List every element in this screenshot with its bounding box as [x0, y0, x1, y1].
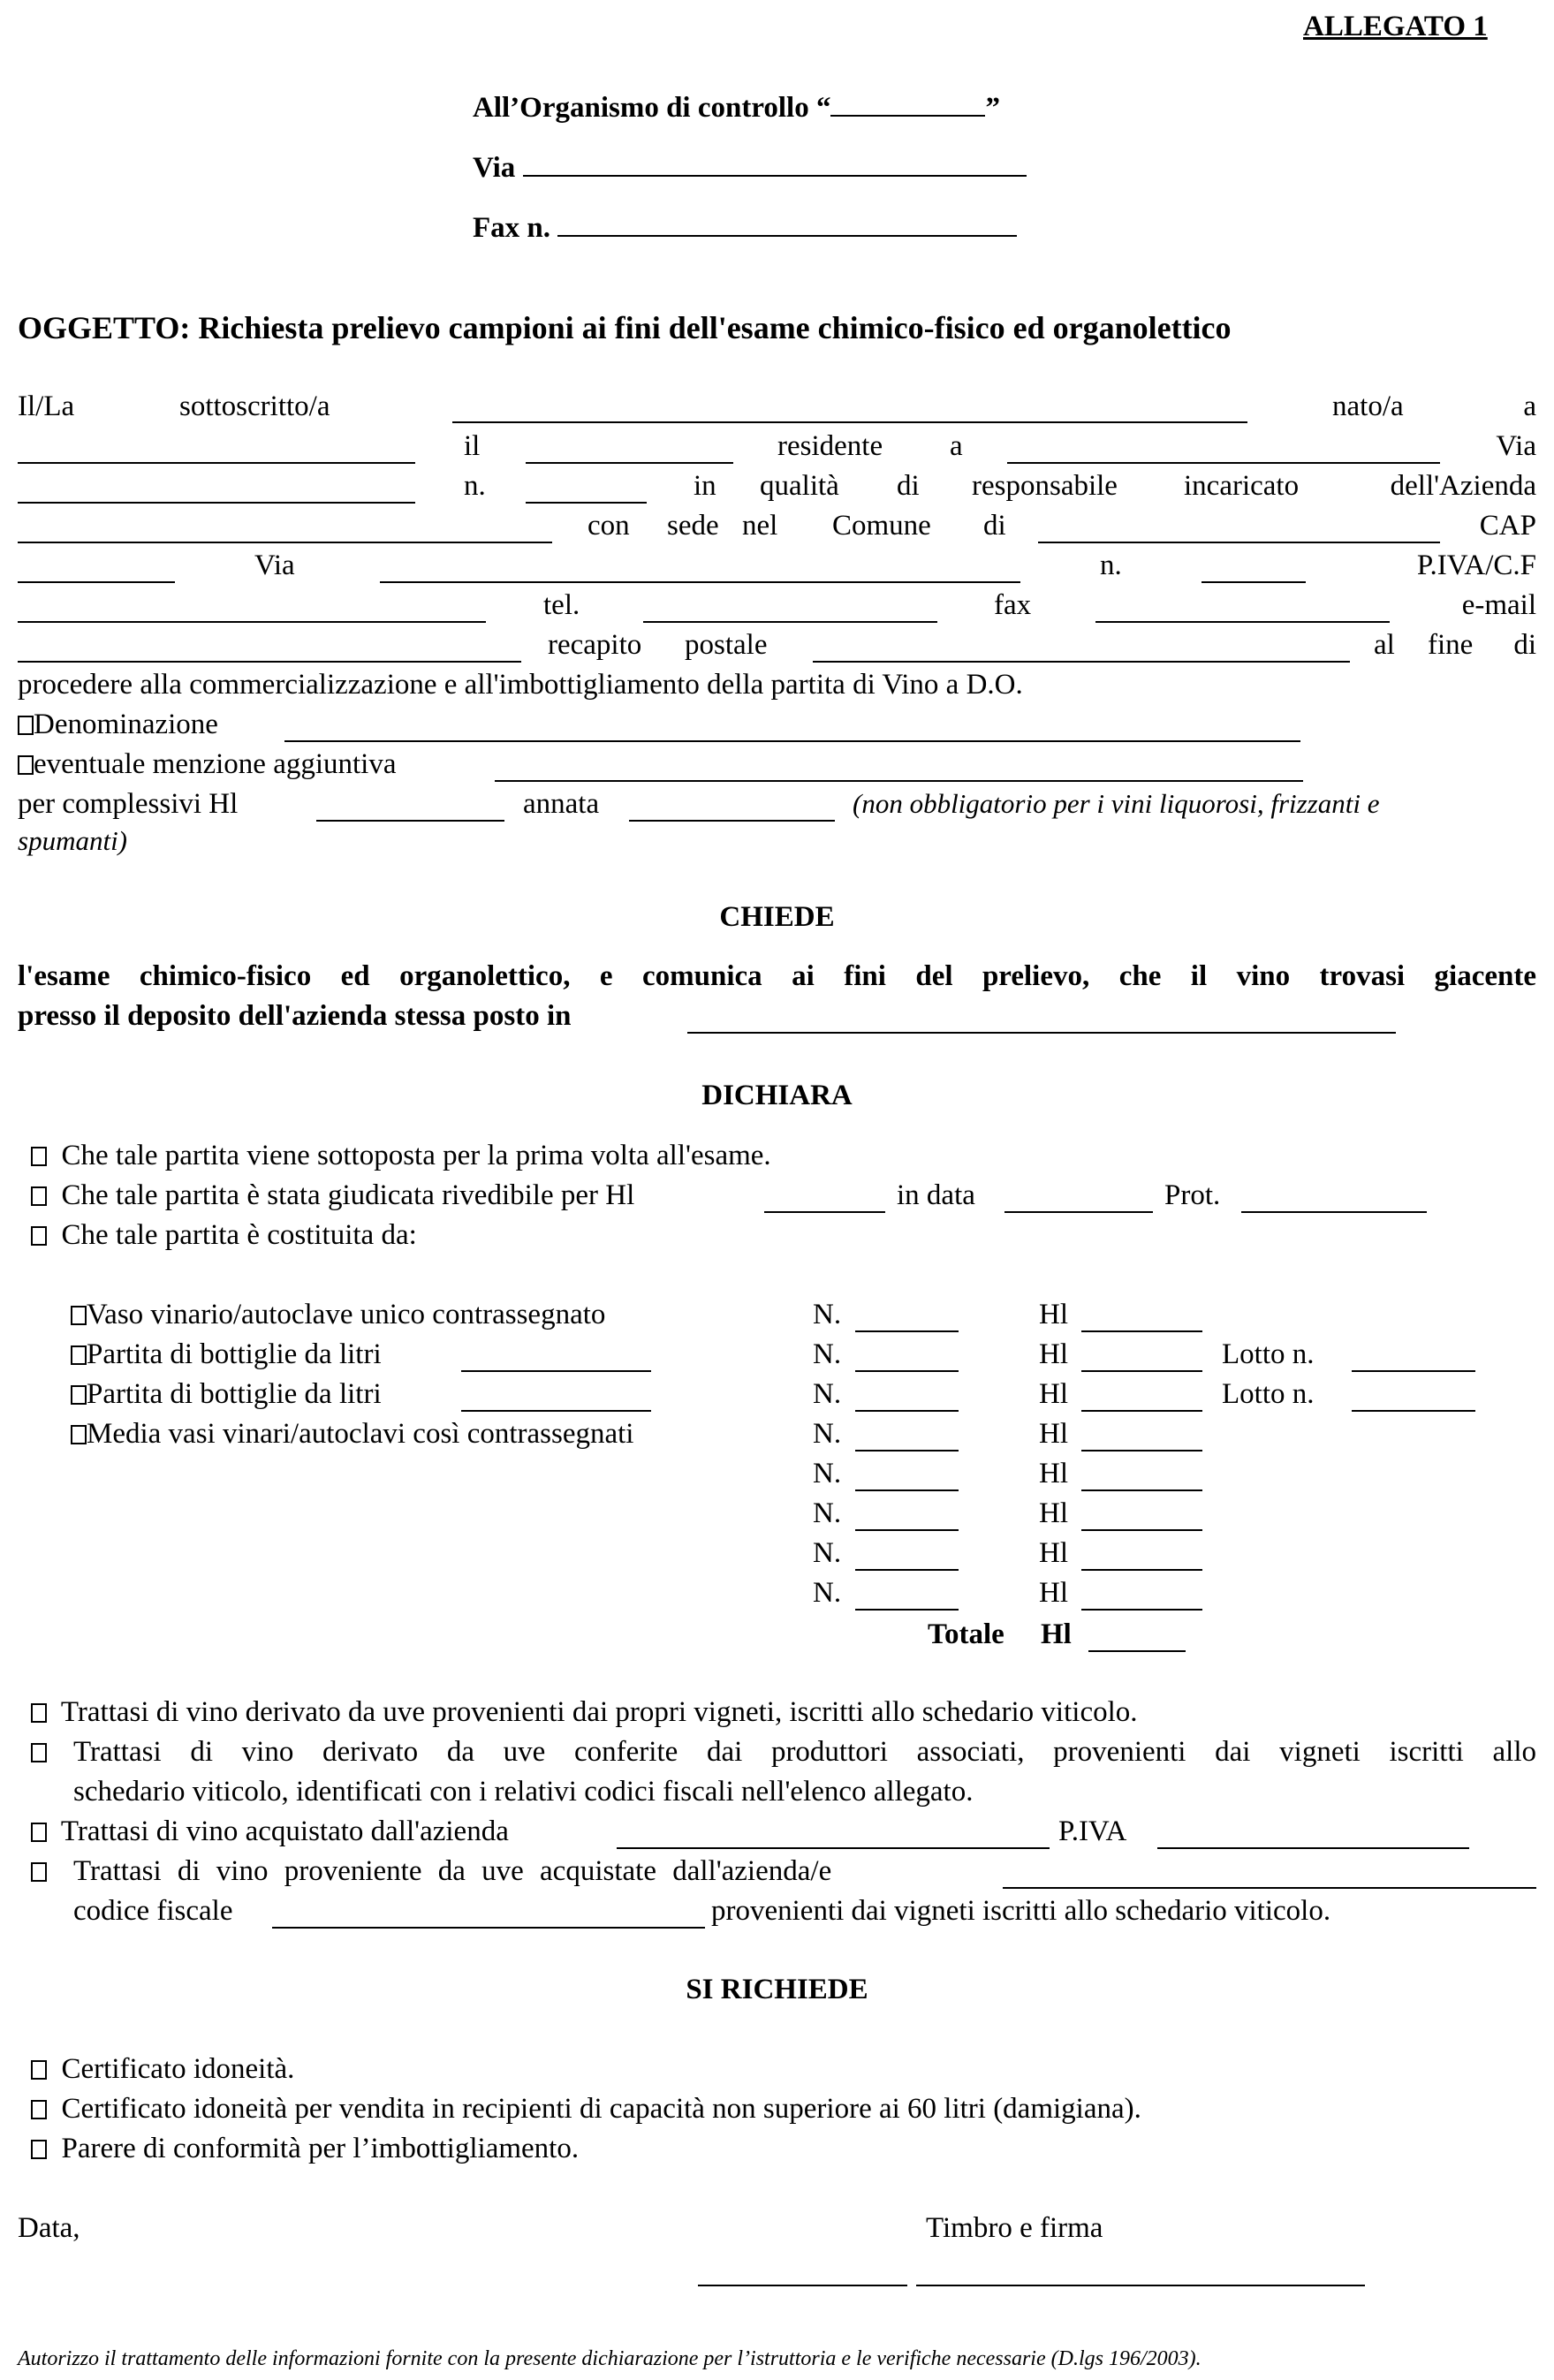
addressee-line [473, 88, 1000, 125]
richiede-item-1 [31, 2051, 294, 2087]
via-field[interactable] [523, 148, 1027, 177]
recapito-field[interactable] [813, 661, 1350, 663]
n-field[interactable] [855, 1370, 959, 1372]
deposito-field[interactable] [687, 1032, 1396, 1034]
richiede-label: Certificato idoneità per vendita in recipienti di capacità non superiore ai 60 litri (damigiana). [61, 2093, 1141, 2125]
richiede-checkbox-3[interactable] [31, 2140, 47, 2159]
civico-sede-field[interactable] [1202, 581, 1306, 583]
data-label: Data, [18, 2212, 80, 2244]
hl-label: Hl [1039, 1338, 1068, 1370]
nato-a-field[interactable] [18, 462, 415, 464]
text: n. [1100, 550, 1122, 581]
text: CAP [1479, 510, 1536, 542]
denominazione-line [18, 707, 218, 742]
hl-label: Hl [1039, 1299, 1068, 1330]
menzione-checkbox[interactable] [18, 755, 34, 775]
n-label: N. [813, 1299, 842, 1330]
azienda-acquisto-field[interactable] [617, 1847, 1050, 1849]
text: tel. [543, 589, 580, 621]
dichiara-item-label: Che tale partita è stata giudicata rivedibile per Hl [61, 1179, 635, 1211]
hl-field[interactable] [1081, 1569, 1202, 1571]
intro-line-8: procedere alla commercializzazione e all'imbottigliamento della partita di Vino a D.O. [18, 669, 1023, 701]
firma-field[interactable] [916, 2285, 1365, 2286]
trattasi-item-4-tail: provenienti dai vigneti iscritti allo schedario viticolo. [711, 1895, 1331, 1927]
denominazione-field[interactable] [284, 740, 1300, 742]
piva-field[interactable] [18, 621, 486, 623]
email-field[interactable] [18, 661, 521, 663]
hl-field[interactable] [1081, 1450, 1202, 1451]
il-field[interactable] [526, 462, 733, 464]
chiede-line-2: presso il deposito dell'azienda stessa posto in [18, 1000, 572, 1032]
litri-field[interactable] [461, 1410, 651, 1412]
in-data-label: in data [897, 1179, 975, 1211]
trattasi-checkbox-3[interactable] [31, 1823, 47, 1842]
text: dell'Azienda [1390, 470, 1536, 502]
costituita-row-label [71, 1416, 633, 1451]
n-field[interactable] [855, 1450, 959, 1451]
text: Il/La [18, 390, 75, 422]
trattasi-checkbox-1[interactable] [31, 1703, 47, 1723]
annata-label: annata [523, 788, 600, 820]
totale-label: Totale [928, 1618, 1004, 1650]
aziende-uve-field[interactable] [1003, 1887, 1536, 1889]
trattasi-checkbox-4[interactable] [31, 1862, 47, 1882]
n-field[interactable] [855, 1410, 959, 1412]
piva-acquisto-field[interactable] [1157, 1847, 1469, 1849]
trattasi-item-2-line-1: Trattasi di vino derivato da uve conferite dai produttori associati, provenienti dai vigneti iscritti allo [73, 1736, 1536, 1768]
organismo-field[interactable] [830, 88, 985, 117]
text: nel [742, 510, 778, 542]
fax-field[interactable] [557, 208, 1017, 237]
trattasi-item-4 [31, 1853, 47, 1889]
n-field[interactable] [855, 1529, 959, 1531]
menzione-label: eventuale menzione aggiuntiva [34, 748, 397, 780]
addressee-prefix: All’Organismo di controllo “ [473, 92, 831, 124]
intro-line-2 [18, 428, 1536, 464]
hl-label: Hl [1039, 1497, 1068, 1529]
menzione-line [18, 747, 397, 782]
chiede-title: CHIEDE [719, 901, 835, 933]
litri-field[interactable] [461, 1370, 651, 1372]
text: il [464, 430, 481, 462]
privacy-note: Autorizzo il trattamento delle informazioni fornite con la presente dichiarazione per l’istruttoria e le verifiche necessarie (D.lgs 196/2003). [18, 2347, 1202, 2370]
text: fax [994, 589, 1032, 621]
text: responsabile [972, 470, 1118, 502]
text: recapito [548, 629, 642, 661]
hl-field[interactable] [1081, 1410, 1202, 1412]
intro-line-7 [18, 627, 1536, 663]
dichiara-item-label: Che tale partita è costituita da: [61, 1219, 417, 1251]
comune-field[interactable] [1038, 542, 1440, 543]
n-label: N. [813, 1378, 842, 1410]
chiede-line-1: l'esame chimico-fisico ed organolettico, e comunica ai fini del prelievo, che il vino trovasi giacente [18, 960, 1536, 992]
dichiara-checkbox-1[interactable] [31, 1147, 47, 1166]
n-field[interactable] [855, 1330, 959, 1332]
text: sottoscritto/a [179, 390, 330, 422]
n-label: N. [813, 1577, 842, 1609]
rivedibile-hl-field[interactable] [764, 1211, 885, 1213]
hl-label: Hl [1039, 1378, 1068, 1410]
text: postale [685, 629, 768, 661]
timbro-label: Timbro e firma [926, 2212, 1103, 2244]
addressee-suffix: ” [985, 92, 1000, 124]
civico-field[interactable] [526, 502, 647, 504]
data-field[interactable] [698, 2285, 907, 2286]
via-line [473, 148, 1027, 186]
lotto-field[interactable] [1352, 1410, 1475, 1412]
text: e-mail [1461, 589, 1536, 621]
dichiara-title: DICHIARA [701, 1080, 853, 1111]
lotto-field[interactable] [1352, 1370, 1475, 1372]
dichiara-item-1 [31, 1138, 771, 1173]
richiede-label: Certificato idoneità. [61, 2053, 295, 2085]
trattasi-label: Trattasi di vino derivato da uve provenienti dai propri vigneti, iscritti allo schedario viticolo. [60, 1696, 1138, 1728]
allegato-label: ALLEGATO 1 [1303, 11, 1488, 42]
hl-label: Hl [1039, 1537, 1068, 1569]
prot-field[interactable] [1241, 1211, 1427, 1213]
lotto-label: Lotto n. [1222, 1378, 1315, 1410]
text: al [1374, 629, 1395, 661]
trattasi-item-3 [31, 1814, 509, 1849]
n-field[interactable] [855, 1569, 959, 1571]
costituita-label: Media vasi vinari/autoclavi così contrassegnati [87, 1418, 634, 1450]
trattasi-checkbox-2[interactable] [31, 1743, 47, 1762]
sottoscritto-field[interactable] [452, 421, 1247, 423]
text: con [587, 510, 630, 542]
oggetto-title: OGGETTO: Richiesta prelievo campioni ai fini dell'esame chimico-fisico ed organolettico [18, 310, 1232, 345]
costituita-checkbox[interactable] [71, 1345, 87, 1365]
dichiara-item-2 [31, 1178, 634, 1213]
intro-line-1 [18, 389, 1536, 424]
text: nato/a [1332, 390, 1404, 422]
text: incaricato [1184, 470, 1300, 502]
costituita-checkbox[interactable] [71, 1425, 87, 1444]
dichiara-checkbox-3[interactable] [31, 1226, 47, 1246]
residente-field[interactable] [1007, 462, 1440, 464]
dichiara-checkbox-2[interactable] [31, 1186, 47, 1206]
codice-fiscale-label: codice fiscale [73, 1895, 233, 1927]
via-residenza-field[interactable] [18, 502, 415, 504]
text: di [1513, 629, 1536, 661]
text: residente [777, 430, 883, 462]
n-label: N. [813, 1418, 842, 1450]
hl-field[interactable] [1081, 1609, 1202, 1611]
text: Comune [832, 510, 931, 542]
n-field[interactable] [855, 1609, 959, 1611]
text: P.IVA/C.F [1416, 550, 1536, 581]
hl-field[interactable] [1081, 1529, 1202, 1531]
via-label: Via [473, 152, 516, 184]
richiede-label: Parere di conformità per l’imbottigliamento. [61, 2133, 580, 2164]
n-label: N. [813, 1338, 842, 1370]
intro-line-3 [18, 468, 1536, 504]
trattasi-label: Trattasi di vino acquistato dall'azienda [60, 1815, 509, 1847]
trattasi-item-4-line-1: Trattasi di vino proveniente da uve acquistate dall'azienda/e [73, 1855, 832, 1887]
denominazione-label: Denominazione [34, 709, 218, 740]
text: qualità [760, 470, 839, 502]
costituita-label: Partita di bottiglie da litri [87, 1378, 382, 1410]
codice-fiscale-field[interactable] [272, 1927, 705, 1929]
via-sede-field[interactable] [380, 581, 1020, 583]
costituita-checkbox[interactable] [71, 1306, 87, 1325]
annata-note: (non obbligatorio per i vini liquorosi, frizzanti e [853, 788, 1380, 819]
n-label: N. [813, 1458, 842, 1489]
text: n. [464, 470, 486, 502]
fax-azienda-field[interactable] [1095, 621, 1390, 623]
text: sede [667, 510, 719, 542]
richiede-checkbox-1[interactable] [31, 2060, 47, 2080]
hl-label: Hl [1039, 1458, 1068, 1489]
text: in [694, 470, 716, 502]
azienda-field[interactable] [18, 542, 552, 543]
totale-hl-label: Hl [1041, 1618, 1072, 1650]
text: Via [254, 550, 295, 581]
hl-field[interactable] [1081, 1489, 1202, 1491]
intro-line-6 [18, 587, 1536, 623]
costituita-label: Vaso vinario/autoclave unico contrassegnato [87, 1299, 606, 1330]
complessivi-label: per complessivi Hl [18, 788, 239, 820]
trattasi-item-2 [31, 1734, 47, 1770]
cap-field[interactable] [18, 581, 175, 583]
tel-field[interactable] [643, 621, 937, 623]
text: di [897, 470, 920, 502]
annata-note-2: spumanti) [18, 825, 127, 856]
text: fine [1428, 629, 1474, 661]
text: di [983, 510, 1006, 542]
richiede-item-3 [31, 2131, 579, 2166]
hl-field[interactable] [1081, 1370, 1202, 1372]
richiede-checkbox-2[interactable] [31, 2100, 47, 2119]
costituita-label: Partita di bottiglie da litri [87, 1338, 382, 1370]
hl-field[interactable] [1081, 1330, 1202, 1332]
costituita-row-label [71, 1376, 382, 1412]
totale-hl-field[interactable] [1088, 1650, 1186, 1652]
richiede-item-2 [31, 2091, 1141, 2126]
dichiara-item-3 [31, 1217, 417, 1253]
si-richiede-title: SI RICHIEDE [686, 1974, 868, 2005]
piva-label: P.IVA [1058, 1815, 1127, 1847]
fax-line [473, 208, 1017, 246]
trattasi-item-1 [31, 1694, 1138, 1730]
complessivi-hl-field[interactable] [316, 820, 504, 822]
annata-field[interactable] [629, 820, 835, 822]
lotto-label: Lotto n. [1222, 1338, 1315, 1370]
intro-line-4 [18, 508, 1536, 543]
trattasi-item-2-line-2: schedario viticolo, identificati con i relativi codici fiscali nell'elenco allegato. [73, 1776, 974, 1808]
hl-label: Hl [1039, 1418, 1068, 1450]
n-label: N. [813, 1537, 842, 1569]
intro-line-5 [18, 548, 1536, 583]
n-field[interactable] [855, 1489, 959, 1491]
hl-label: Hl [1039, 1577, 1068, 1609]
dichiara-item-label: Che tale partita viene sottoposta per la prima volta all'esame. [61, 1140, 771, 1171]
in-data-field[interactable] [1004, 1211, 1153, 1213]
costituita-row-label [71, 1297, 605, 1332]
denominazione-checkbox[interactable] [18, 716, 34, 735]
prot-label: Prot. [1164, 1179, 1221, 1211]
menzione-field[interactable] [495, 780, 1303, 782]
n-label: N. [813, 1497, 842, 1529]
text: a [1523, 390, 1536, 422]
text: a [950, 430, 963, 462]
costituita-checkbox[interactable] [71, 1385, 87, 1405]
costituita-row-label [71, 1337, 382, 1372]
text: Via [1496, 430, 1536, 462]
fax-label: Fax n. [473, 212, 551, 244]
